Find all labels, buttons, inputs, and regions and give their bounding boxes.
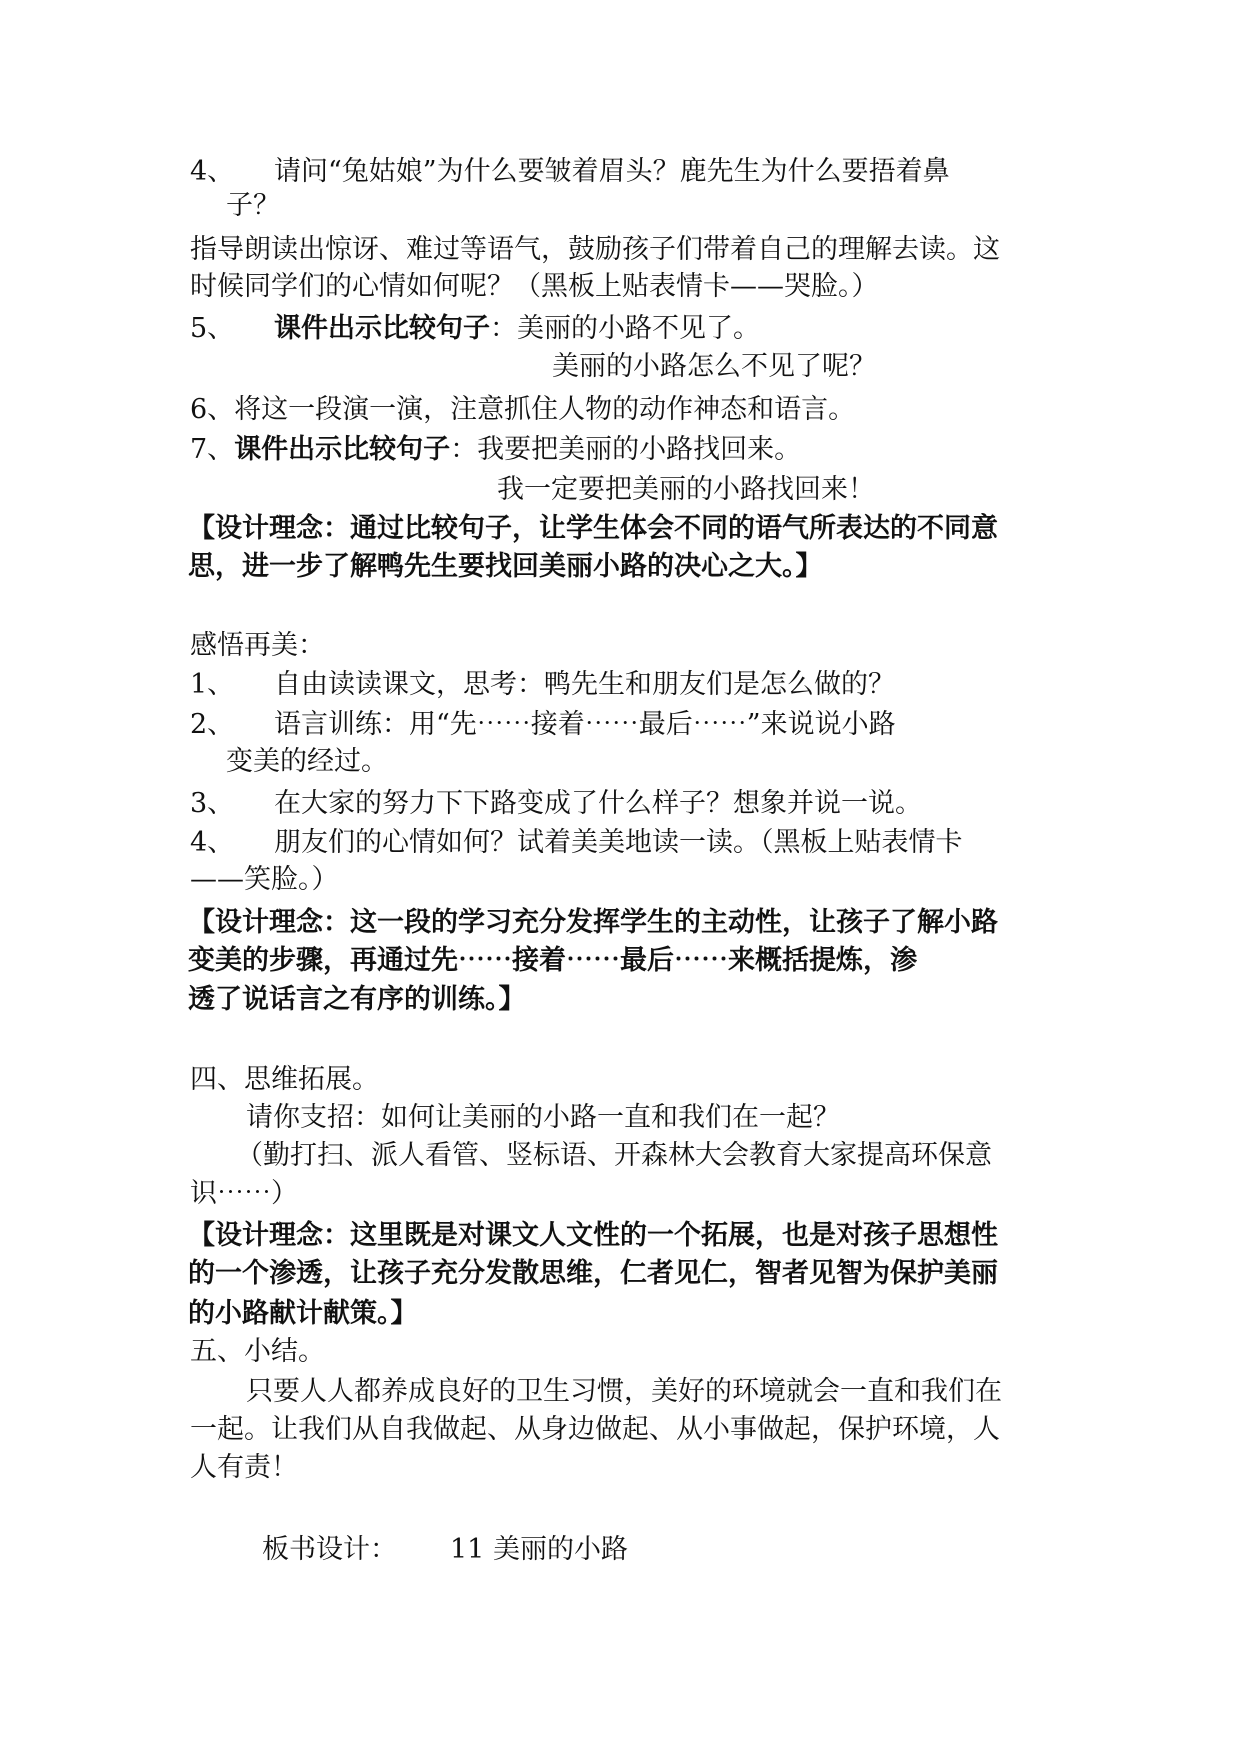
comparison-sentence: 美丽的小路怎么不见了呢？	[552, 351, 876, 382]
design-note-line: 【设计理念：这一段的学习充分发挥学生的主动性，让孩子了解小路	[188, 907, 998, 938]
item-4-line-1	[190, 155, 950, 189]
section-heading: 四、思维拓展。	[190, 1064, 379, 1095]
board-design-line	[262, 1533, 628, 1567]
paragraph-line: 只要人人都养成良好的卫生习惯，美好的环境就会一直和我们在	[246, 1376, 1002, 1407]
list-number: 5、	[190, 313, 235, 344]
bold-label: 课件出示比较句子	[234, 434, 451, 465]
paragraph-text: 自由读读课文，思考：鸭先生和朋友们是怎么做的？	[274, 669, 895, 700]
paragraph-line: 指导朗读出惊讶、难过等语气，鼓励孩子们带着自己的理解去读。这	[190, 234, 1000, 265]
paragraph-line: （勤打扫、派人看管、竖标语、开森林大会教育大家提高环保意	[236, 1140, 992, 1171]
list-item	[190, 668, 895, 702]
item-5-content	[274, 312, 760, 346]
paragraph-line: 人有责！	[190, 1452, 298, 1483]
list-number: 1、	[190, 669, 235, 700]
design-note-line: 【设计理念：这里既是对课文人文性的一个拓展，也是对孩子思想性	[188, 1220, 998, 1251]
list-number: 3、	[190, 788, 235, 819]
item-7-line	[190, 433, 801, 467]
board-design-label: 板书设计：	[262, 1534, 397, 1565]
list-item	[190, 708, 896, 742]
list-item	[190, 826, 963, 860]
design-note-line: 的一个渗透，让孩子充分发散思维，仁者见仁，智者见智为保护美丽	[188, 1258, 998, 1289]
list-item-continuation: 变美的经过。	[226, 746, 388, 777]
list-number: 7、	[190, 434, 235, 465]
paragraph-text: 朋友们的心情如何？试着美美地读一读。（黑板上贴表情卡	[274, 827, 963, 858]
sentence: ：美丽的小路不见了。	[490, 313, 760, 344]
board-design-title: 11 美丽的小路	[450, 1534, 628, 1565]
section-heading: 感悟再美：	[190, 630, 325, 661]
list-number: 4、	[190, 156, 235, 187]
paragraph-text: 请问“兔姑娘”为什么要皱着眉头？鹿先生为什么要捂着鼻	[274, 156, 950, 187]
list-number: 4、	[190, 827, 235, 858]
list-item-continuation: ——笑脸。）	[190, 864, 339, 895]
design-note-line: 思，进一步了解鸭先生要找回美丽小路的决心之大。】	[188, 551, 823, 582]
design-note-line: 变美的步骤，再通过先⋯⋯接着⋯⋯最后⋯⋯来概括提炼，渗	[188, 945, 917, 976]
list-number: 2、	[190, 709, 235, 740]
section-heading: 五、小结。	[190, 1336, 325, 1367]
design-note-line: 透了说话言之有序的训练。】	[188, 984, 526, 1015]
paragraph-line: 识⋯⋯）	[190, 1178, 298, 1209]
paragraph-line: 请你支招：如何让美丽的小路一直和我们在一起？	[246, 1102, 840, 1133]
paragraph-text: 语言训练：用“先⋯⋯接着⋯⋯最后⋯⋯”来说说小路	[274, 709, 896, 740]
design-note-line: 的小路献计献策。】	[188, 1298, 418, 1329]
item-4-line-2: 子？	[226, 190, 280, 221]
paragraph-line: 6、将这一段演一演，注意抓住人物的动作神态和语言。	[190, 394, 856, 425]
paragraph-line: 时候同学们的心情如何呢？（黑板上贴表情卡——哭脸。）	[190, 271, 879, 302]
bold-label: 课件出示比较句子	[274, 313, 490, 344]
sentence: ：我要把美丽的小路找回来。	[450, 434, 802, 465]
comparison-sentence: 我一定要把美丽的小路找回来！	[497, 474, 875, 505]
item-5-line	[190, 312, 760, 346]
list-item	[190, 787, 922, 821]
paragraph-text: 在大家的努力下下路变成了什么样子？想象并说一说。	[274, 788, 922, 819]
paragraph-line: 一起。让我们从自我做起、从身边做起、从小事做起，保护环境，人	[190, 1414, 1000, 1445]
design-note-line: 【设计理念：通过比较句子，让学生体会不同的语气所表达的不同意	[188, 513, 998, 544]
